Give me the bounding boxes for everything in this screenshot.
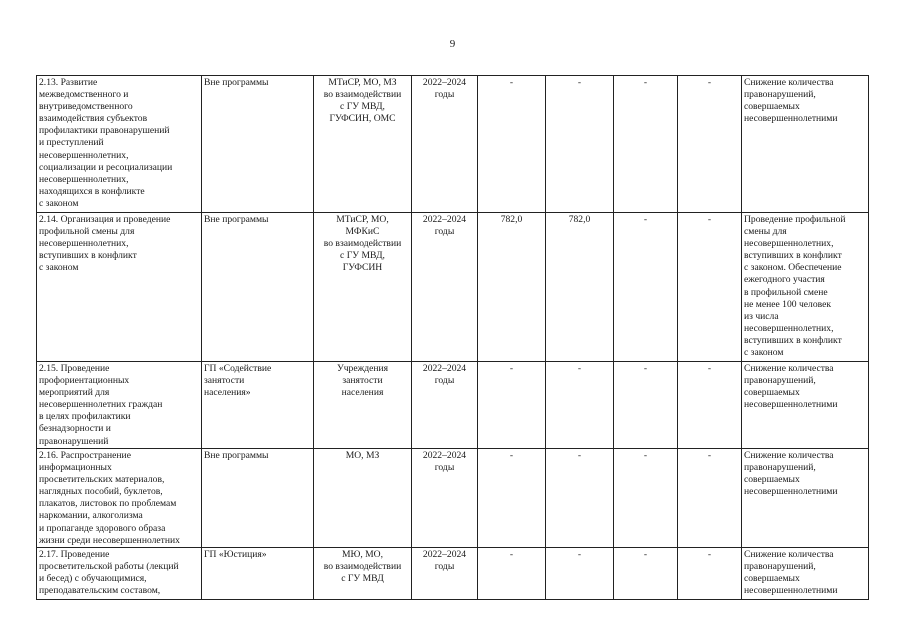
executors-cell: МТиСР, МО, МЗ во взаимодействии с ГУ МВД, ГУФСИН, ОМС — [314, 76, 412, 213]
executors-cell: МЮ, МО, во взаимодействии с ГУ МВД — [314, 548, 412, 600]
program-cell: Вне программы — [202, 449, 314, 548]
funding-cell-1: - — [478, 76, 546, 213]
program-cell: Вне программы — [202, 213, 314, 362]
page-number: 9 — [449, 38, 456, 50]
funding-cell-3: - — [614, 362, 678, 449]
years-cell: 2022–2024 годы — [412, 362, 478, 449]
funding-cell-4: - — [678, 449, 742, 548]
years-cell: 2022–2024 годы — [412, 548, 478, 600]
table-row — [37, 449, 869, 548]
funding-cell-4: - — [678, 362, 742, 449]
measures-table — [36, 75, 869, 600]
funding-cell-1: - — [478, 548, 546, 600]
funding-cell-3: - — [614, 548, 678, 600]
funding-cell-1: - — [478, 449, 546, 548]
program-cell: ГП «Юстиция» — [202, 548, 314, 600]
table-row — [37, 76, 869, 213]
result-cell: Снижение количества правонарушений, совершаемых несовершеннолетними — [742, 76, 869, 213]
funding-cell-2: - — [546, 449, 614, 548]
result-cell: Снижение количества правонарушений, совершаемых несовершеннолетними — [742, 362, 869, 449]
years-cell: 2022–2024 годы — [412, 76, 478, 213]
years-cell: 2022–2024 годы — [412, 213, 478, 362]
result-cell: Снижение количества правонарушений, совершаемых несовершеннолетними — [742, 449, 869, 548]
funding-cell-3: - — [614, 76, 678, 213]
result-cell: Проведение профильной смены для несовершеннолетних, вступивших в конфликт с законом. Обеспечение ежегодного участия в профильной смене не менее 100 человек из числа несовершеннолетних, вступивших в конфликт с законом — [742, 213, 869, 362]
measure-name: 2.13. Развитие межведомственного и внутриведомственного взаимодействия субъектов профилактики правонарушений и преступлений несовершеннолетних, социализации и ресоциализации несовершеннолетних, находящихся в конфликте с законом — [37, 76, 202, 213]
measure-name: 2.17. Проведение просветительской работы (лекций и бесед) с обучающимися, преподавательским составом, — [37, 548, 202, 600]
result-cell: Снижение количества правонарушений, совершаемых несовершеннолетними — [742, 548, 869, 600]
funding-cell-3: - — [614, 213, 678, 362]
funding-cell-2: - — [546, 76, 614, 213]
table-row — [37, 548, 869, 600]
funding-cell-1: 782,0 — [478, 213, 546, 362]
executors-cell: Учреждения занятости населения — [314, 362, 412, 449]
funding-cell-2: 782,0 — [546, 213, 614, 362]
executors-cell: МО, МЗ — [314, 449, 412, 548]
table-row — [37, 213, 869, 362]
program-cell: Вне программы — [202, 76, 314, 213]
funding-cell-4: - — [678, 548, 742, 600]
table-row — [37, 362, 869, 449]
funding-cell-3: - — [614, 449, 678, 548]
funding-cell-4: - — [678, 213, 742, 362]
measure-name: 2.15. Проведение профориентационных мероприятий для несовершеннолетних граждан в целях профилактики безнадзорности и правонарушений — [37, 362, 202, 449]
measure-name: 2.14. Организация и проведение профильной смены для несовершеннолетних, вступивших в конфликт с законом — [37, 213, 202, 362]
years-cell: 2022–2024 годы — [412, 449, 478, 548]
funding-cell-2: - — [546, 548, 614, 600]
program-cell: ГП «Содействие занятости населения» — [202, 362, 314, 449]
funding-cell-1: - — [478, 362, 546, 449]
executors-cell: МТиСР, МО, МФКиС во взаимодействии с ГУ МВД, ГУФСИН — [314, 213, 412, 362]
funding-cell-2: - — [546, 362, 614, 449]
measure-name: 2.16. Распространение информационных просветительских материалов, наглядных пособий, буклетов, плакатов, листовок по проблемам наркомании, алкоголизма и пропаганде здорового образа жизни среди несовершеннолетних — [37, 449, 202, 548]
funding-cell-4: - — [678, 76, 742, 213]
